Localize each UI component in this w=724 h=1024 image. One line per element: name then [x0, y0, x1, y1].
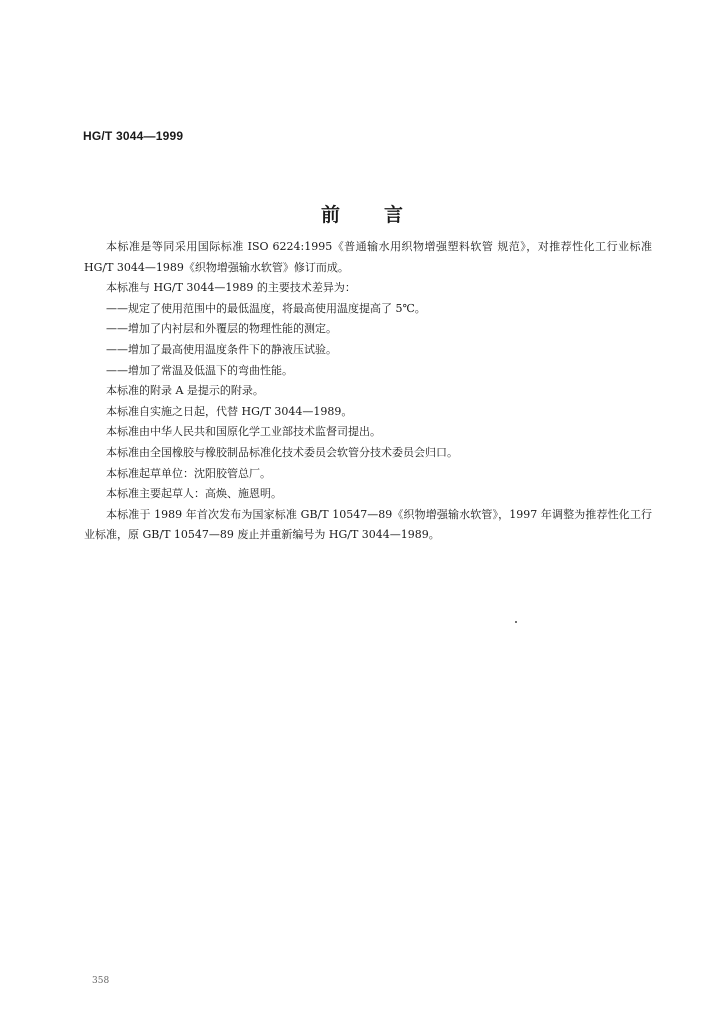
paragraph-adoption: 本标准是等同采用国际标准 ISO 6224:1995《普通输水用织物增强塑料软管 规范》，对推荐性化工行业标准 HG/T 3044—1989《织物增强输水软管》修订而成。	[84, 240, 652, 274]
paragraph-differences-intro: 本标准与 HG/T 3044—1989 的主要技术差异为：	[106, 281, 356, 295]
paragraph-history: 本标准于 1989 年首次发布为国家标准 GB/T 10547—89《织物增强输水软管》，1997 年调整为推荐性化工行业标准，原 GB/T 10547—89 废止并重新编号为 HG/T 3044—1989。	[84, 507, 652, 542]
document-code: HG/T 3044—1999	[83, 129, 184, 143]
paragraph-supersedes: 本标准自实施之日起，代替 HG/T 3044—1989。	[106, 404, 353, 418]
page-title: 前言	[320, 204, 447, 226]
foreword-body	[84, 237, 652, 546]
page-number: 358	[92, 976, 110, 986]
paragraph-appendix: 本标准的附录 A 是提示的附录。	[106, 384, 264, 398]
paragraph-proposer: 本标准由中华人民共和国原化学工业部技术监督司提出。	[106, 425, 381, 439]
difference-item: ——增加了内衬层和外覆层的物理性能的测定。	[106, 322, 337, 336]
difference-item: ——增加了最高使用温度条件下的静液压试验。	[106, 342, 337, 356]
paragraph-committee: 本标准由全国橡胶与橡胶制品标准化技术委员会软管分技术委员会归口。	[106, 445, 458, 459]
difference-item: ——规定了使用范围中的最低温度，将最高使用温度提高了 5℃。	[106, 301, 426, 315]
paragraph-drafters: 本标准主要起草人：高焕、施恩明。	[106, 487, 282, 501]
paragraph-drafting-unit: 本标准起草单位：沈阳胶管总厂。	[106, 466, 271, 480]
scan-speck	[515, 621, 517, 623]
difference-item: ——增加了常温及低温下的弯曲性能。	[106, 363, 293, 377]
